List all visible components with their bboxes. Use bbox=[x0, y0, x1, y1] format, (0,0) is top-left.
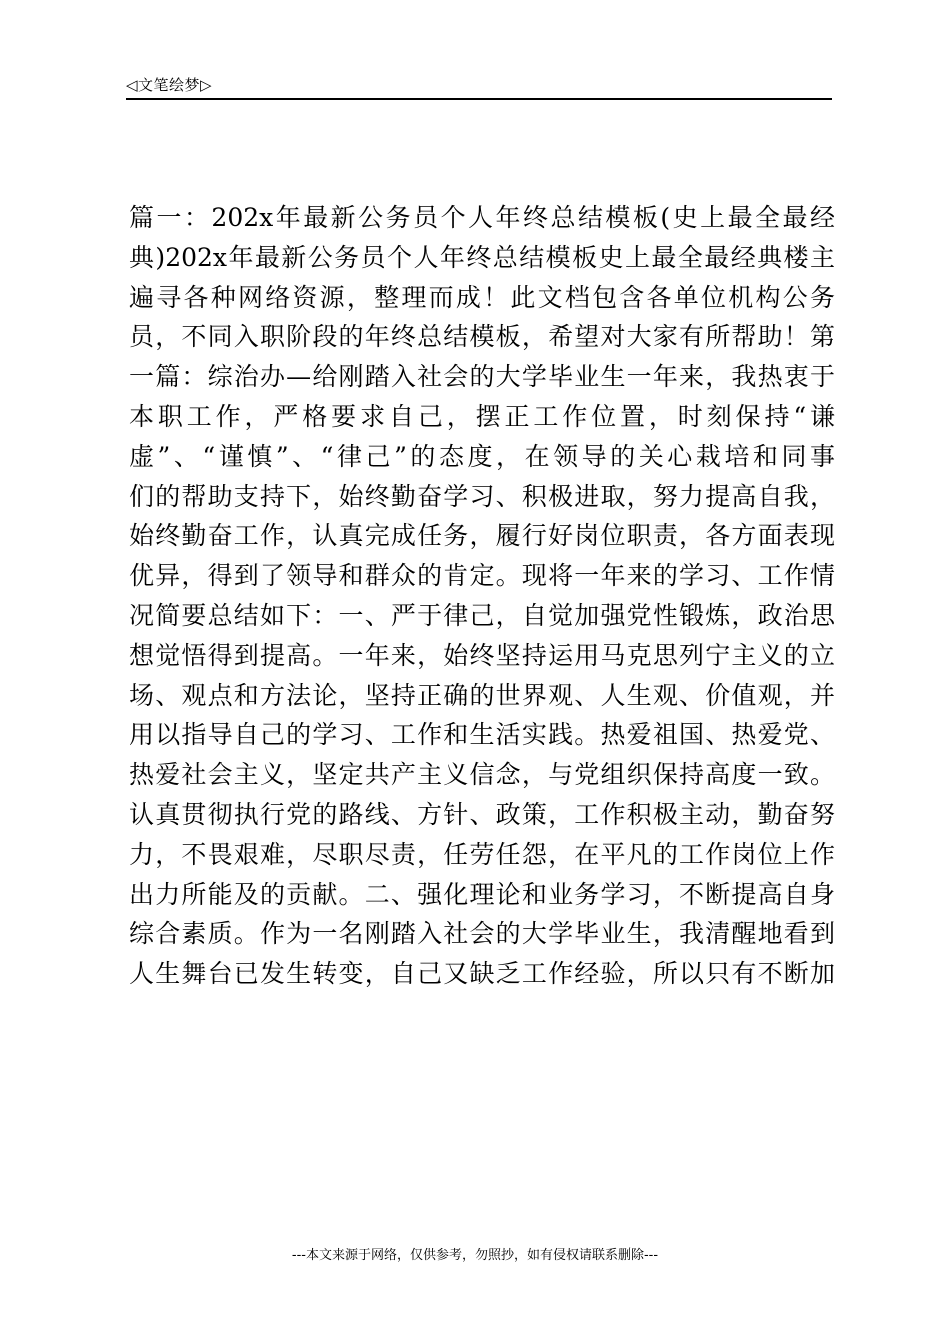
body-line: 人生舞台已发生转变，自己又缺乏工作经验，所以只有不断加 bbox=[129, 959, 835, 989]
body-line: 想觉悟得到提高。一年来，始终坚持运用马克思列宁主义的立 bbox=[129, 640, 835, 670]
footer-disclaimer: ---本文来源于网络，仅供参考，勿照抄，如有侵权请联系删除--- bbox=[291, 1248, 659, 1263]
document-body bbox=[129, 198, 835, 994]
body-line: 场、观点和方法论，坚持正确的世界观、人生观、价值观，并 bbox=[129, 680, 835, 710]
body-line: 用以指导自己的学习、工作和生活实践。热爱祖国、热爱党、 bbox=[129, 720, 835, 750]
header-title: ◁文笔绘梦▷ bbox=[126, 76, 213, 94]
body-line: 认真贯彻执行党的路线、方针、政策，工作积极主动，勤奋努 bbox=[129, 799, 835, 829]
body-line: 力，不畏艰难，尽职尽责，任劳任怨，在平凡的工作岗位上作 bbox=[129, 839, 835, 869]
body-line: 遍寻各种网络资源，整理而成！此文档包含各单位机构公务 bbox=[129, 282, 835, 312]
body-line: 优异，得到了领导和群众的肯定。现将一年来的学习、工作情 bbox=[129, 561, 835, 591]
body-line: 员，不同入职阶段的年终总结模板，希望对大家有所帮助！第 bbox=[129, 322, 835, 352]
body-line: 一篇：综治办—给刚踏入社会的大学毕业生一年来，我热衷于 bbox=[129, 362, 835, 392]
body-line: 出力所能及的贡献。二、强化理论和业务学习，不断提高自身 bbox=[129, 879, 835, 909]
body-line: 篇一：202x年最新公务员个人年终总结模板(史上最全最经 bbox=[129, 203, 835, 232]
body-line: 本职工作，严格要求自己，摆正工作位置，时刻保持“谦 bbox=[129, 401, 835, 431]
body-line: 始终勤奋工作，认真完成任务，履行好岗位职责，各方面表现 bbox=[129, 521, 835, 551]
body-line: 典)202x年最新公务员个人年终总结模板史上最全最经典楼主 bbox=[129, 242, 835, 272]
page-footer bbox=[0, 1248, 950, 1264]
page-header bbox=[126, 74, 832, 100]
body-line: 虚”、“谨慎”、“律己”的态度，在领导的关心栽培和同事 bbox=[129, 441, 835, 471]
body-line: 热爱社会主义，坚定共产主义信念，与党组织保持高度一致。 bbox=[129, 760, 835, 790]
body-line: 况简要总结如下：一、严于律己，自觉加强党性锻炼，政治思 bbox=[129, 600, 835, 630]
body-line: 综合素质。作为一名刚踏入社会的大学毕业生，我清醒地看到 bbox=[129, 919, 835, 949]
body-line: 们的帮助支持下，始终勤奋学习、积极进取，努力提高自我， bbox=[129, 481, 835, 511]
